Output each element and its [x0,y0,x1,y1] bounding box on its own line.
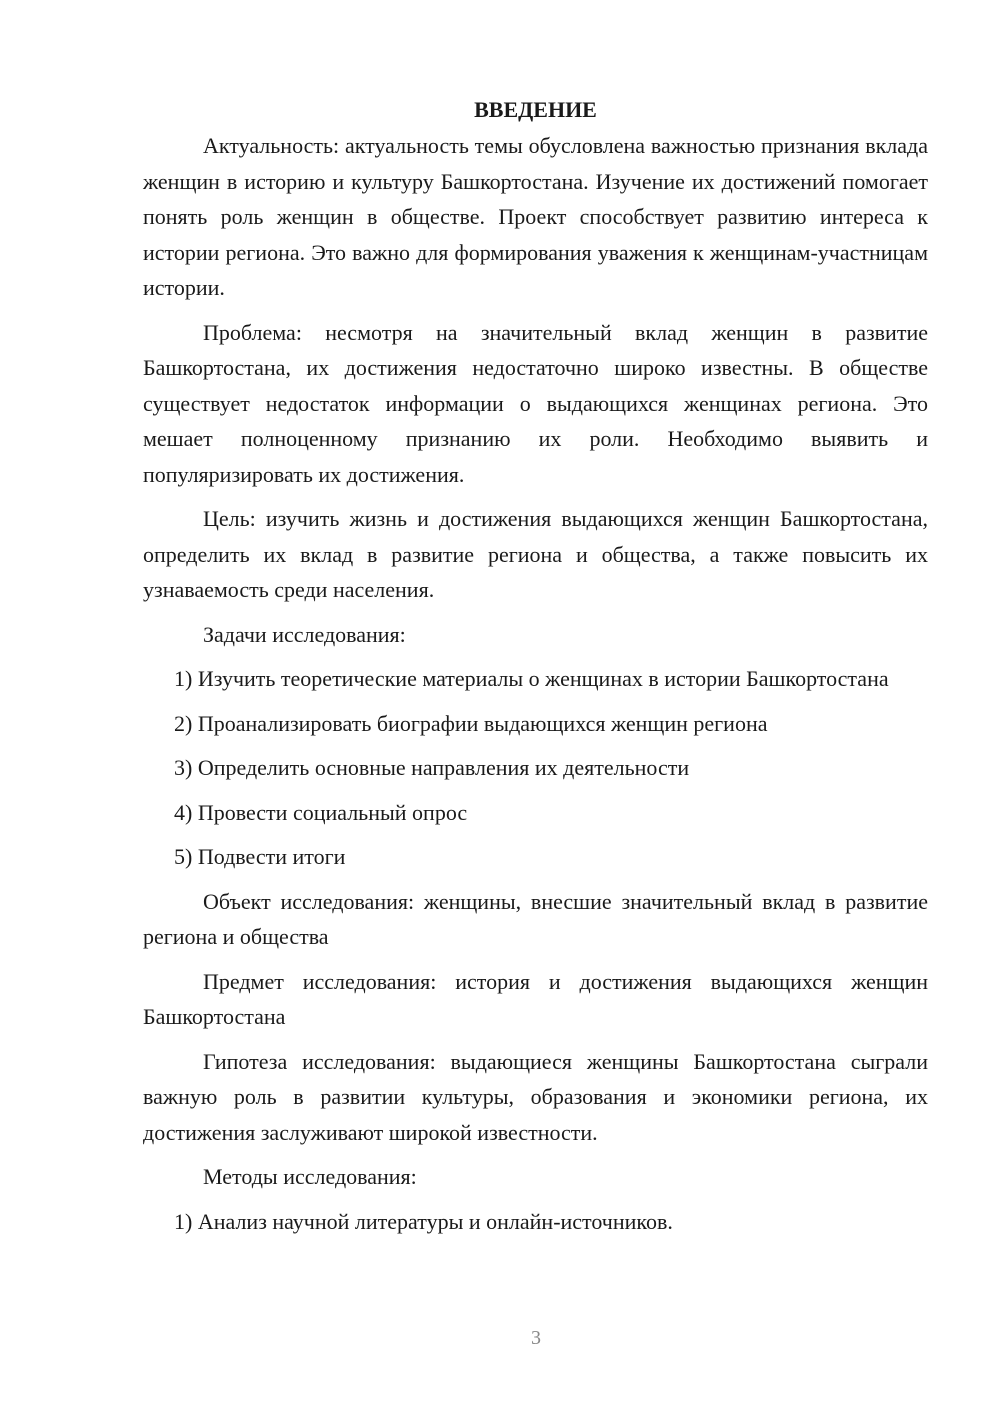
problem-paragraph: Проблема: несмотря на значительный вклад женщин в развитие Башкортостана, их достижения недостаточно широко известны. В обществе существует недостаток информации о выдающихся женщинах региона. Это мешает полноценному признанию их роли. Необходимо выявить и популяризировать их достижения. [143,319,928,487]
tasks-heading: Задачи исследования: [203,621,406,647]
document-page [143,92,928,1248]
task-item: 4) Провести социальный опрос [174,799,468,825]
subject-paragraph: Предмет исследования: история и достижения выдающихся женщин Башкортостана [143,968,928,1029]
task-item: 3) Определить основные направления их деятельности [174,755,690,780]
relevance-paragraph: Актуальность: актуальность темы обусловлена важностью признания вклада женщин в историю и культуру Башкортостана. Изучение их достижений помогает понять роль женщин в обществе. Проект способствует развитию интереса к истории региона. Это важно для формирования уважения к женщинам-участницам истории. [143,133,928,300]
document-title: ВВЕДЕНИЕ [474,97,597,122]
task-item: 5) Подвести итоги [174,844,346,869]
task-item: 1) Изучить теоретические материалы о женщинах в истории Башкортостана [174,666,889,691]
hypothesis-paragraph: Гипотеза исследования: выдающиеся женщины Башкортостана сыграли важную роль в развитии культуры, образования и экономики региона, их достижения заслуживают широкой известности. [143,1048,928,1145]
object-paragraph: Объект исследования: женщины, внесшие значительный вклад в развитие региона и общества [143,888,928,949]
methods-heading: Методы исследования: [203,1164,417,1189]
method-item: 1) Анализ научной литературы и онлайн-источников. [174,1208,673,1234]
goal-paragraph: Цель: изучить жизнь и достижения выдающихся женщин Башкортостана, определить их вклад в развитие региона и общества, а также повысить их узнаваемость среди населения. [143,506,928,602]
page-number: 3 [531,1327,541,1349]
task-item: 2) Проанализировать биографии выдающихся женщин региона [174,710,768,736]
